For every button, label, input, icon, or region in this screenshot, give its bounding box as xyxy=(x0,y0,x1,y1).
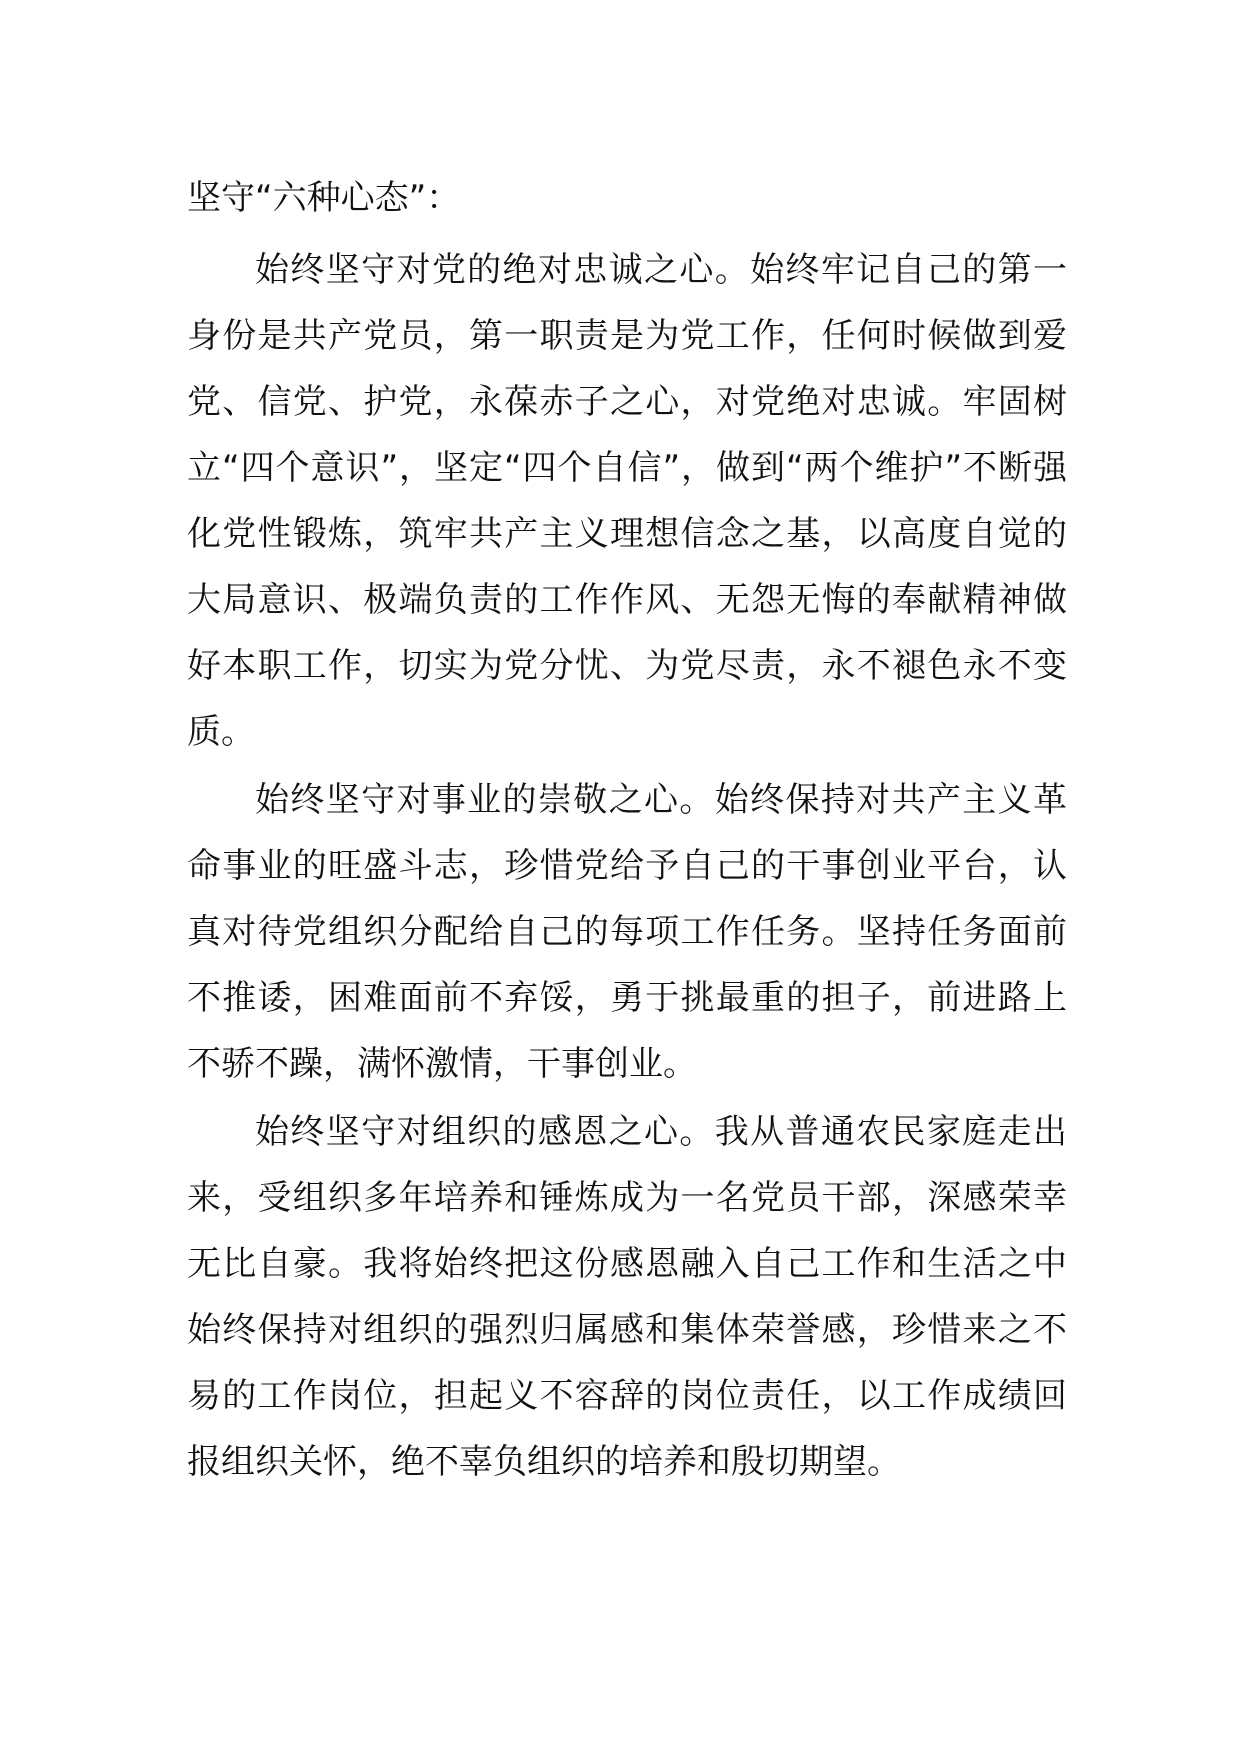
section-heading: 坚守“六种心态”： xyxy=(187,178,461,218)
paragraph-gratitude: 始终坚守对组织的感恩之心。我从普通农民家庭走出来，受组织多年培养和锤炼成为一名党员干部，深感荣幸无比自豪。我将始终把这份感恩融入自己工作和生活之中始终保持对组织的强烈归属感和集体荣誉感，珍惜来之不易的工作岗位，担起义不容辞的岗位责任，以工作成绩回报组织关怀，绝不辜负组织的培养和殷切期望。 xyxy=(187,1112,1067,1482)
paragraph-loyalty: 始终坚守对党的绝对忠诚之心。始终牢记自己的第一身份是共产党员，第一职责是为党工作，任何时候做到爱党、信党、护党，永葆赤子之心，对党绝对忠诚。牢固树立“四个意识”，坚定“四个自信”，做到“两个维护”不断强化党性锻炼，筑牢共产主义理想信念之基，以高度自觉的大局意识、极端负责的工作作风、无怨无悔的奉献精神做好本职工作，切实为党分忧、为党尽责，永不褪色永不变质。 xyxy=(187,250,1067,752)
paragraph-career: 始终坚守对事业的崇敬之心。始终保持对共产主义革命事业的旺盛斗志，珍惜党给予自己的干事创业平台，认真对待党组织分配给自己的每项工作任务。坚持任务面前不推诿，困难面前不弃馁，勇于挑最重的担子，前进路上不骄不躁，满怀激情，干事创业。 xyxy=(187,780,1067,1084)
document-body xyxy=(187,165,1067,1495)
